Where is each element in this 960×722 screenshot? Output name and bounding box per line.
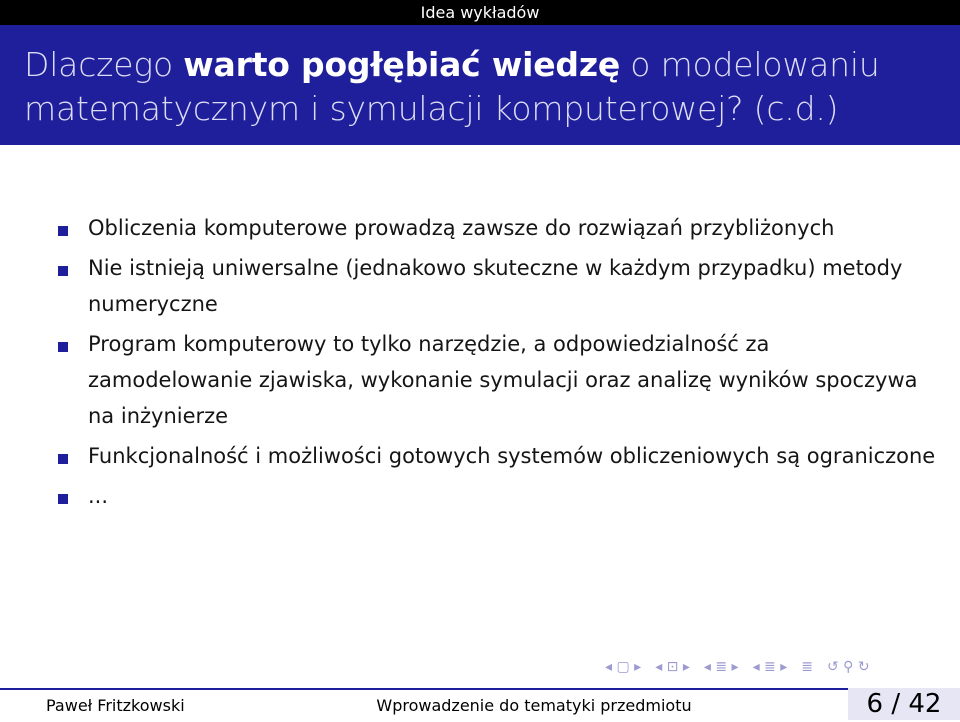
bullet-text: Obliczenia komputerowe prowadzą zawsze do rozwiązań przybliżonych (88, 216, 835, 240)
bullet-item (58, 438, 938, 474)
bullet-text: ... (88, 484, 109, 508)
bullet-item (58, 326, 938, 434)
title-text-2: o modelowaniu matematycznym i symulacji komputerowej? (c.d.) (24, 45, 880, 128)
title-bar (0, 25, 960, 145)
nav-section-icon[interactable]: ◂ ≣ ▸ (703, 659, 739, 675)
nav-equals-icon[interactable]: ≣ (801, 659, 813, 675)
bullet-text: Nie istnieją uniwersalne (jednakowo skuteczne w każdym przypadku) metody numeryczne (88, 256, 903, 316)
slide-content (58, 210, 938, 518)
footer-subject: Wprowadzenie do tematyki przedmiotu (220, 688, 848, 720)
section-header (0, 0, 960, 25)
footer (0, 688, 960, 720)
bullet-text: Program komputerowy to tylko narzędzie, a odpowiedzialność za zamodelowanie zjawiska, wykonanie symulacji oraz analizę wyników spoczywa na inżynierze (88, 332, 918, 428)
square-bullet-icon (58, 342, 68, 352)
bullet-item (58, 210, 938, 246)
section-title: Idea wykładów (420, 3, 540, 22)
title-bold: warto pogłębiać wiedzę (183, 45, 621, 84)
nav-subsection-icon[interactable]: ◂ ⊡ ▸ (655, 659, 690, 675)
nav-frame-left-icon[interactable]: ◂ ▢ ▸ (605, 659, 642, 675)
beamer-navigation (605, 656, 945, 678)
bullet-item (58, 478, 938, 514)
nav-search-icon[interactable]: ↺ ⚲ ↻ (826, 659, 870, 675)
bullet-list (58, 210, 938, 514)
bullet-text: Funkcjonalność i możliwości gotowych systemów obliczeniowych są ograniczone (88, 444, 936, 468)
square-bullet-icon (58, 494, 68, 504)
bullet-item (58, 250, 938, 322)
slide-title (24, 43, 936, 131)
square-bullet-icon (58, 226, 68, 236)
square-bullet-icon (58, 454, 68, 464)
nav-doc-icon[interactable]: ◂ ≣ ▸ (752, 659, 788, 675)
square-bullet-icon (58, 266, 68, 276)
footer-page-number: 6 / 42 (848, 688, 960, 720)
title-text-1: Dlaczego (24, 45, 184, 84)
footer-author: Paweł Fritzkowski (0, 688, 220, 720)
